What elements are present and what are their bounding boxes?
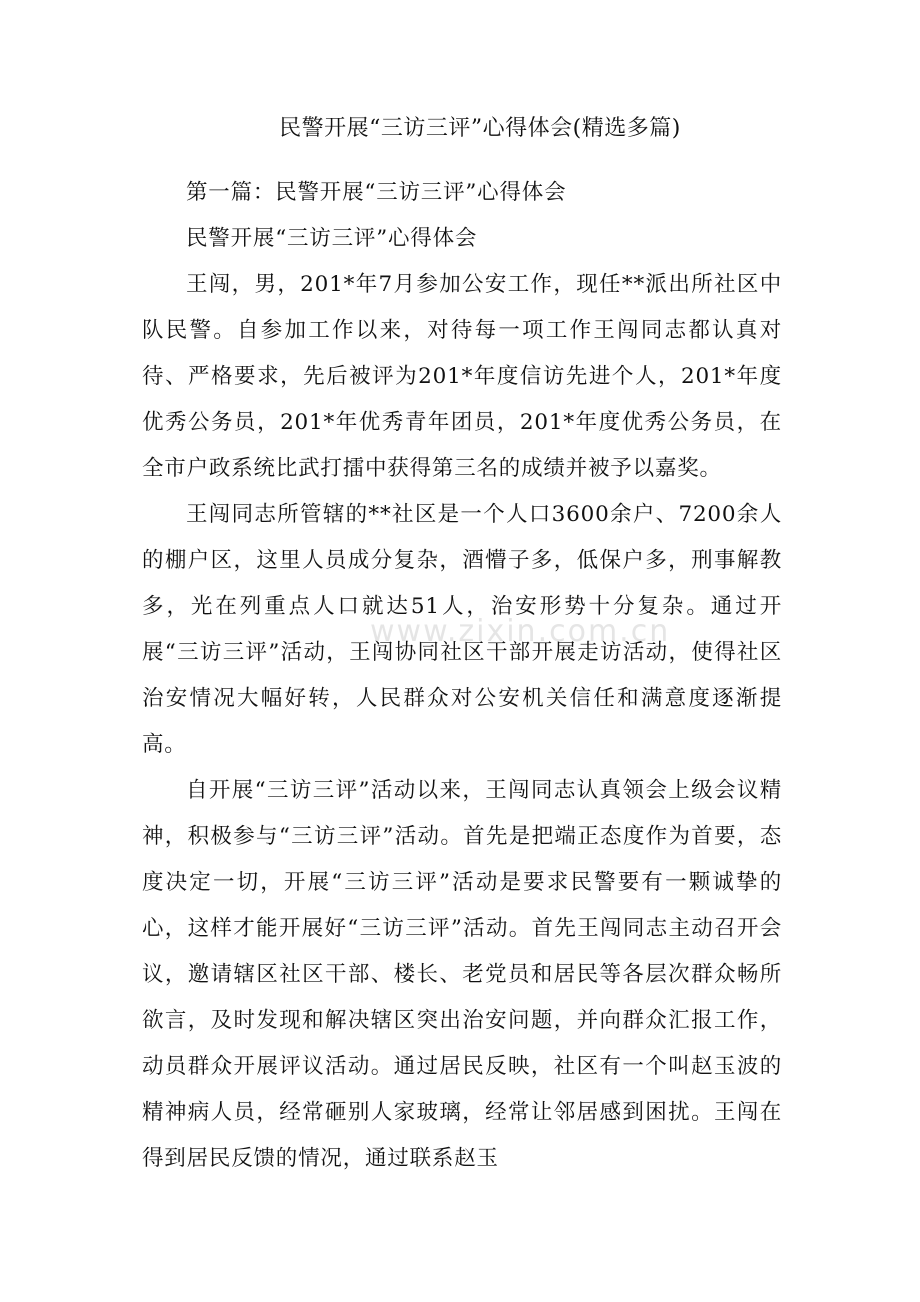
watermark: www.zixin.com.cn xyxy=(370,614,671,649)
body-paragraph: 自开展“三访三评”活动以来，王闯同志认真领会上级会议精神，积极参与“三访三评”活动。首先是把端正态度作为首要，态度决定一切，开展“三访三评”活动是要求民警要有一颗诚挚的心，这样才能开展好“三访三评”活动。首先王闯同志主动召开会议，邀请辖区社区干部、楼长、老党员和居民等各层次群众畅所欲言，及时发现和解决辖区突出治安问题，并向群众汇报工作，动员群众开展评议活动。通过居民反映，社区有一个叫赵玉波的精神病人员，经常砸别人家玻璃，经常让邻居感到困扰。王闯在得到居民反馈的情况，通过联系赵玉 xyxy=(142,778,782,1171)
section-heading: 第一篇：民警开展“三访三评”心得体会 xyxy=(186,180,567,205)
body-paragraph: 王闯同志所管辖的**社区是一个人口3600余户、7200余人的棚户区，这里人员成分复杂，酒懵子多，低保户多，刑事解教多，光在列重点人口就达51人，治安形势十分复杂。通过开展“三访三评”活动，王闯协同社区干部开展走访活动，使得社区治安情况大幅好转，人民群众对公安机关信任和满意度逐渐提高。 xyxy=(142,502,782,757)
article-subtitle: 民警开展“三访三评”心得体会 xyxy=(186,226,478,251)
body-paragraph: 王闯，男，201*年7月参加公安工作，现任**派出所社区中队民警。自参加工作以来，对待每一项工作王闯同志都认真对待、严格要求，先后被评为201*年度信访先进个人，201*年度优秀公务员，201*年优秀青年团员，201*年度优秀公务员，在全市户政系统比武打擂中获得第三名的成绩并被予以嘉奖。 xyxy=(142,272,782,481)
document-body xyxy=(142,170,782,1182)
document-title: 民警开展“三访三评”心得体会(精选多篇) xyxy=(279,116,681,141)
